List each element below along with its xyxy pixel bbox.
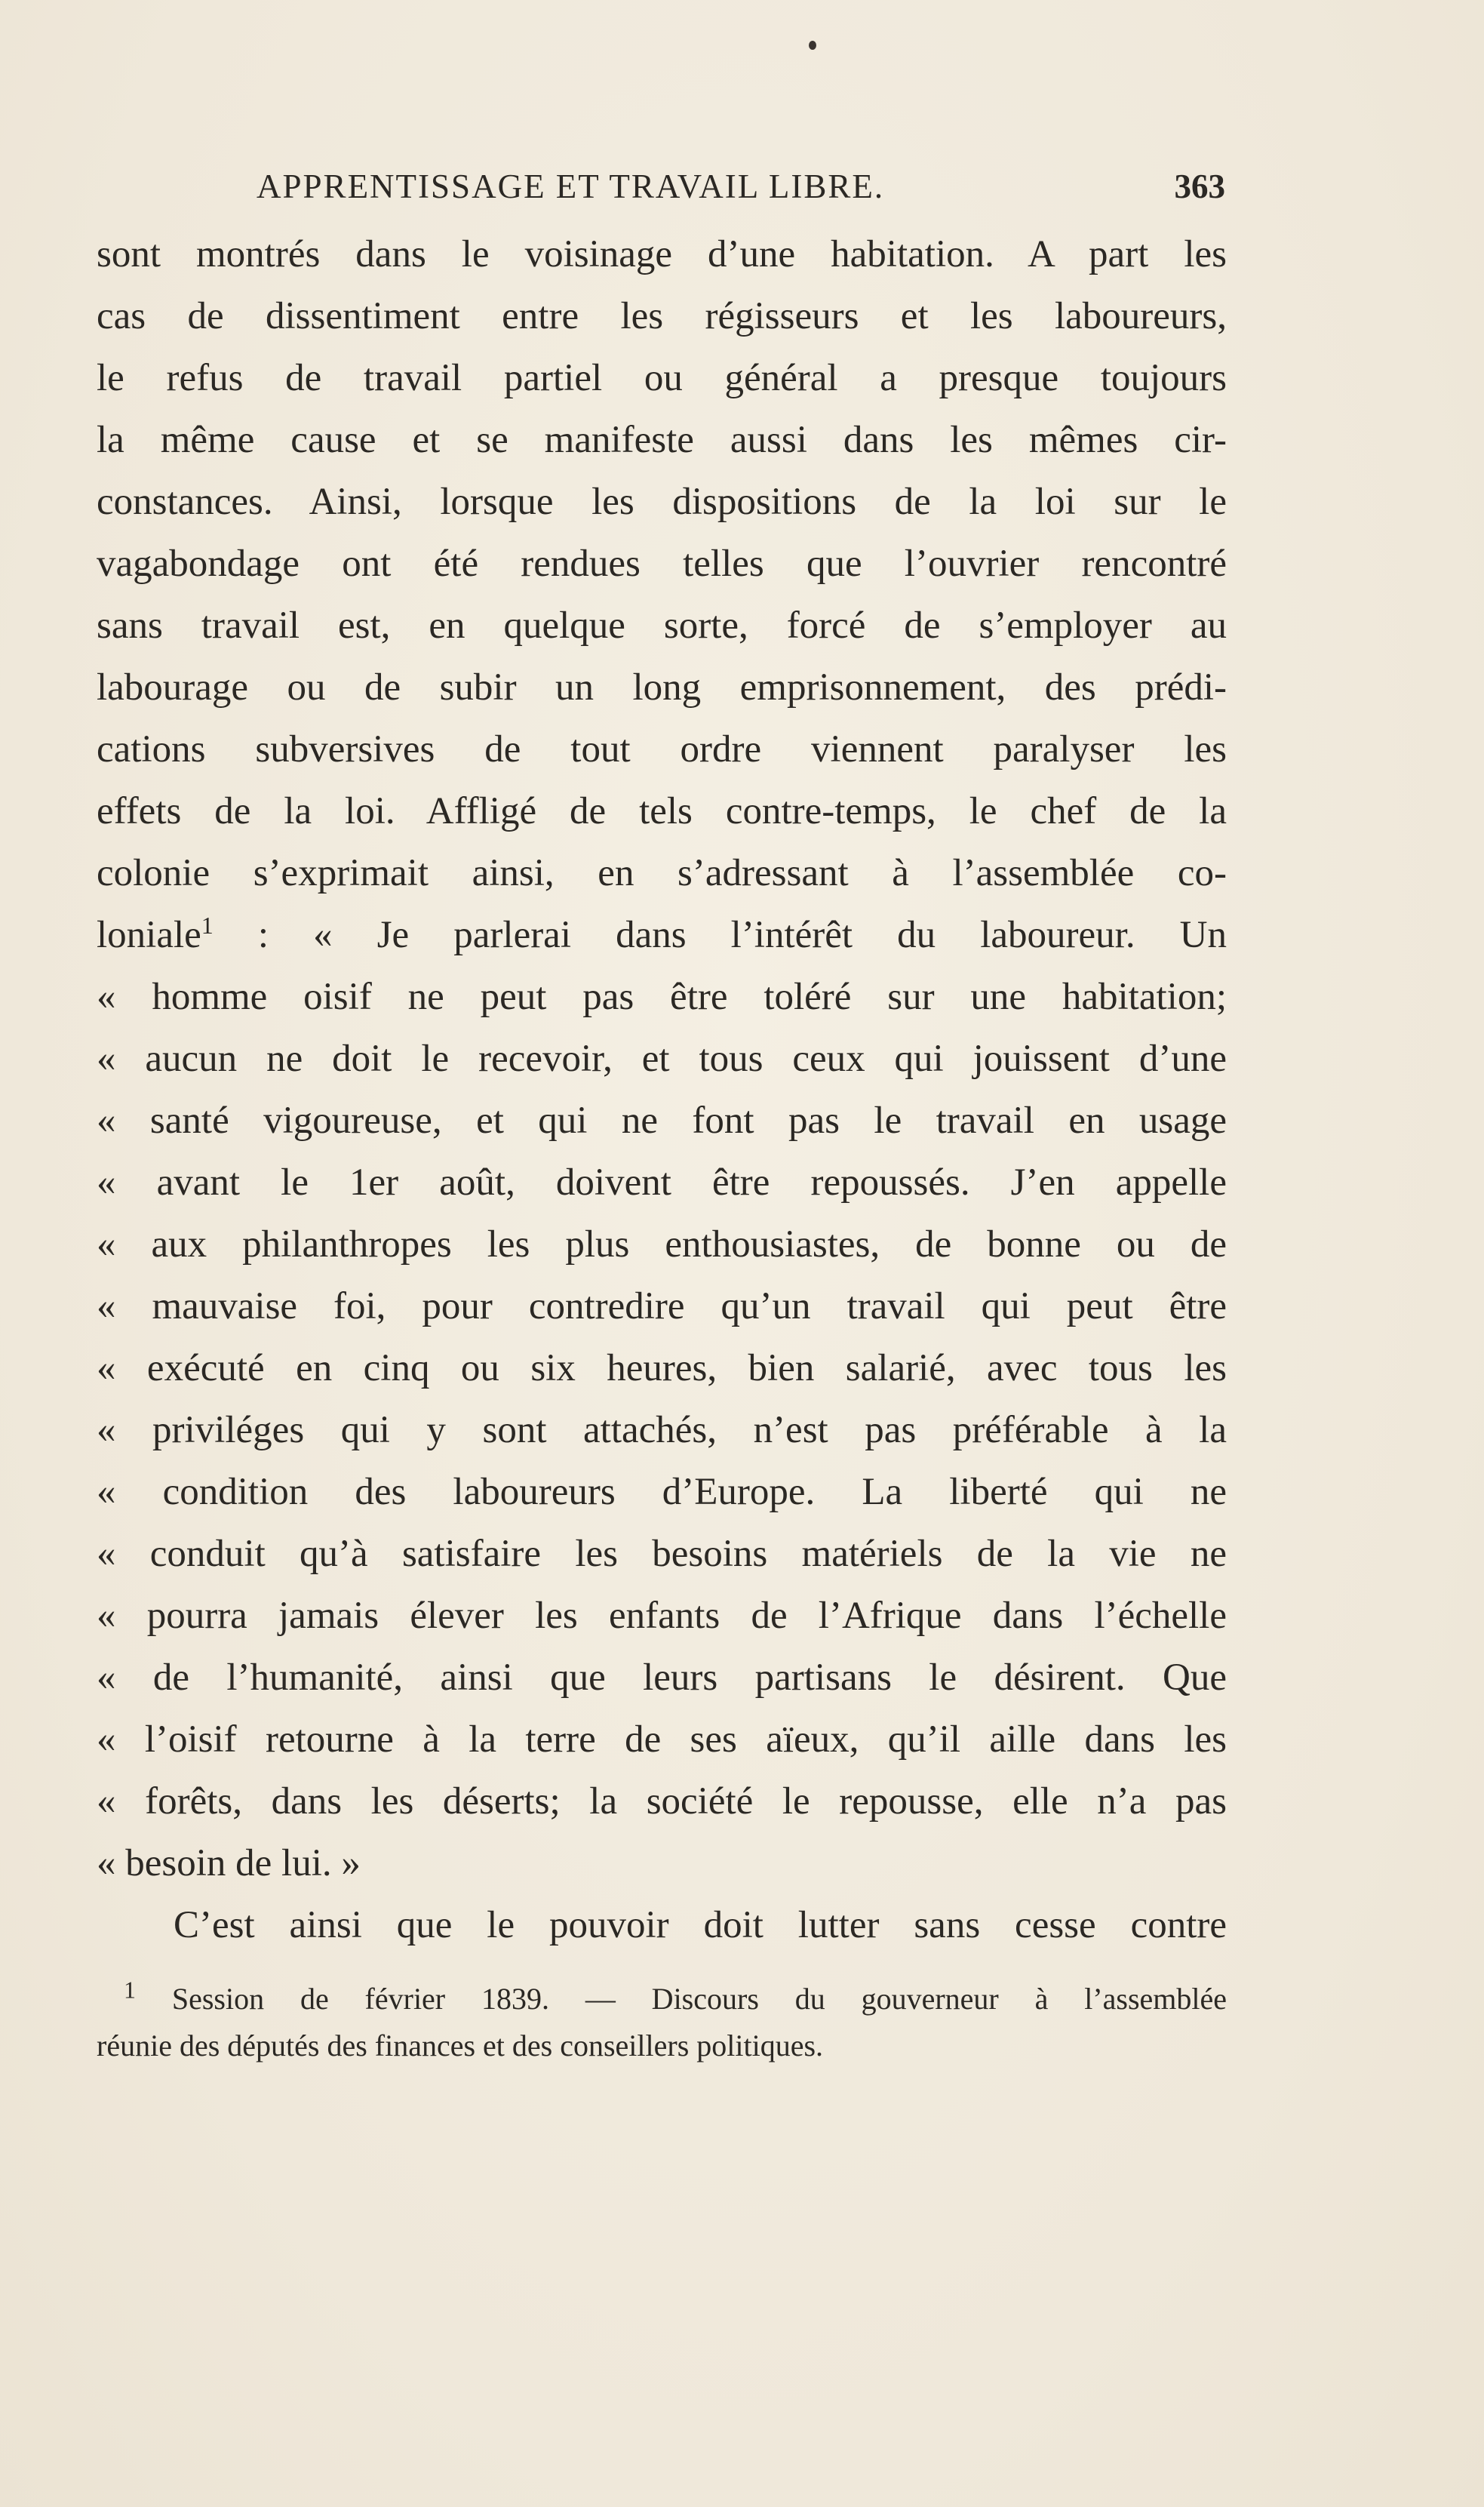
footnote-line (97, 1976, 1227, 2023)
text-line: sont montrés dans le voisinage d’une habitation. A part les (97, 233, 1227, 275)
text-line: cas de dissentiment entre les régisseurs et les laboureurs, (97, 295, 1227, 337)
text-line: « santé vigoureuse, et qui ne font pas le travail en usage (97, 1100, 1227, 1142)
text-line: « aux philanthropes les plus enthousiastes, de bonne ou de (97, 1223, 1227, 1266)
running-head (97, 160, 1225, 213)
footnote-marker: 1 (124, 1976, 136, 2004)
text-line: « conduit qu’à satisfaire les besoins matériels de la vie ne (97, 1533, 1227, 1575)
line-rest: « Je parlerai dans l’intérêt du laboureur. Un (313, 914, 1227, 956)
footnote-line: réunie des députés des finances et des conseillers politiques. (97, 2029, 824, 2063)
page-number: 363 (1174, 168, 1225, 205)
paragraph-start-line: C’est ainsi que le pouvoir doit lutter sans cesse contre (174, 1904, 1227, 1946)
footnote-text: Session de février 1839. — Discours du gouverneur à l’assemblée (136, 1982, 1227, 2016)
text-line: le refus de travail partiel ou général a presque toujours (97, 357, 1227, 399)
text-line: colonie s’exprimait ainsi, en s’adressant à l’assemblée co- (97, 852, 1227, 894)
body-text (97, 223, 1227, 1956)
line-prefix: loniale (97, 914, 201, 956)
text-line: la même cause et se manifeste aussi dans les mêmes cir- (97, 419, 1227, 461)
text-line: « avant le 1er août, doivent être repoussés. J’en appelle (97, 1161, 1227, 1204)
text-line: labourage ou de subir un long emprisonnement, des prédi- (97, 666, 1227, 709)
text-line: vagabondage ont été rendues telles que l’ouvrier rencontré (97, 543, 1227, 585)
text-line: « mauvaise foi, pour contredire qu’un travail qui peut être (97, 1285, 1227, 1327)
text-line: « exécuté en cinq ou six heures, bien salarié, avec tous les (97, 1347, 1227, 1389)
footnotes (97, 1976, 1227, 2069)
text-line: effets de la loi. Affligé de tels contre-temps, le chef de la (97, 790, 1227, 832)
text-line: « l’oisif retourne à la terre de ses aïeux, qu’il aille dans les (97, 1718, 1227, 1761)
text-line: « aucun ne doit le recevoir, et tous ceux qui jouissent d’une (97, 1038, 1227, 1080)
ink-speck (809, 41, 816, 50)
text-line: « de l’humanité, ainsi que leurs partisans le désirent. Que (97, 1656, 1227, 1699)
text-line: constances. Ainsi, lorsque les dispositions de la loi sur le (97, 481, 1227, 523)
running-head-title: APPRENTISSAGE ET TRAVAIL LIBRE. (257, 168, 885, 205)
text-line: « priviléges qui y sont attachés, n’est pas préférable à la (97, 1409, 1227, 1451)
text-line: « condition des laboureurs d’Europe. La liberté qui ne (97, 1471, 1227, 1513)
text-line-with-footnote-ref (97, 904, 1227, 966)
text-line: « homme oisif ne peut pas être toléré sur une habitation; (97, 976, 1227, 1018)
text-line: sans travail est, en quelque sorte, forcé de s’employer au (97, 604, 1227, 647)
text-line: « besoin de lui. » (97, 1842, 361, 1884)
text-line: « pourra jamais élever les enfants de l’Afrique dans l’échelle (97, 1595, 1227, 1637)
text-line: « forêts, dans les déserts; la société le repousse, elle n’a pas (97, 1780, 1227, 1823)
line-separator: : (213, 914, 314, 956)
footnote-reference[interactable]: 1 (201, 912, 214, 939)
text-line: cations subversives de tout ordre viennent paralyser les (97, 728, 1227, 771)
